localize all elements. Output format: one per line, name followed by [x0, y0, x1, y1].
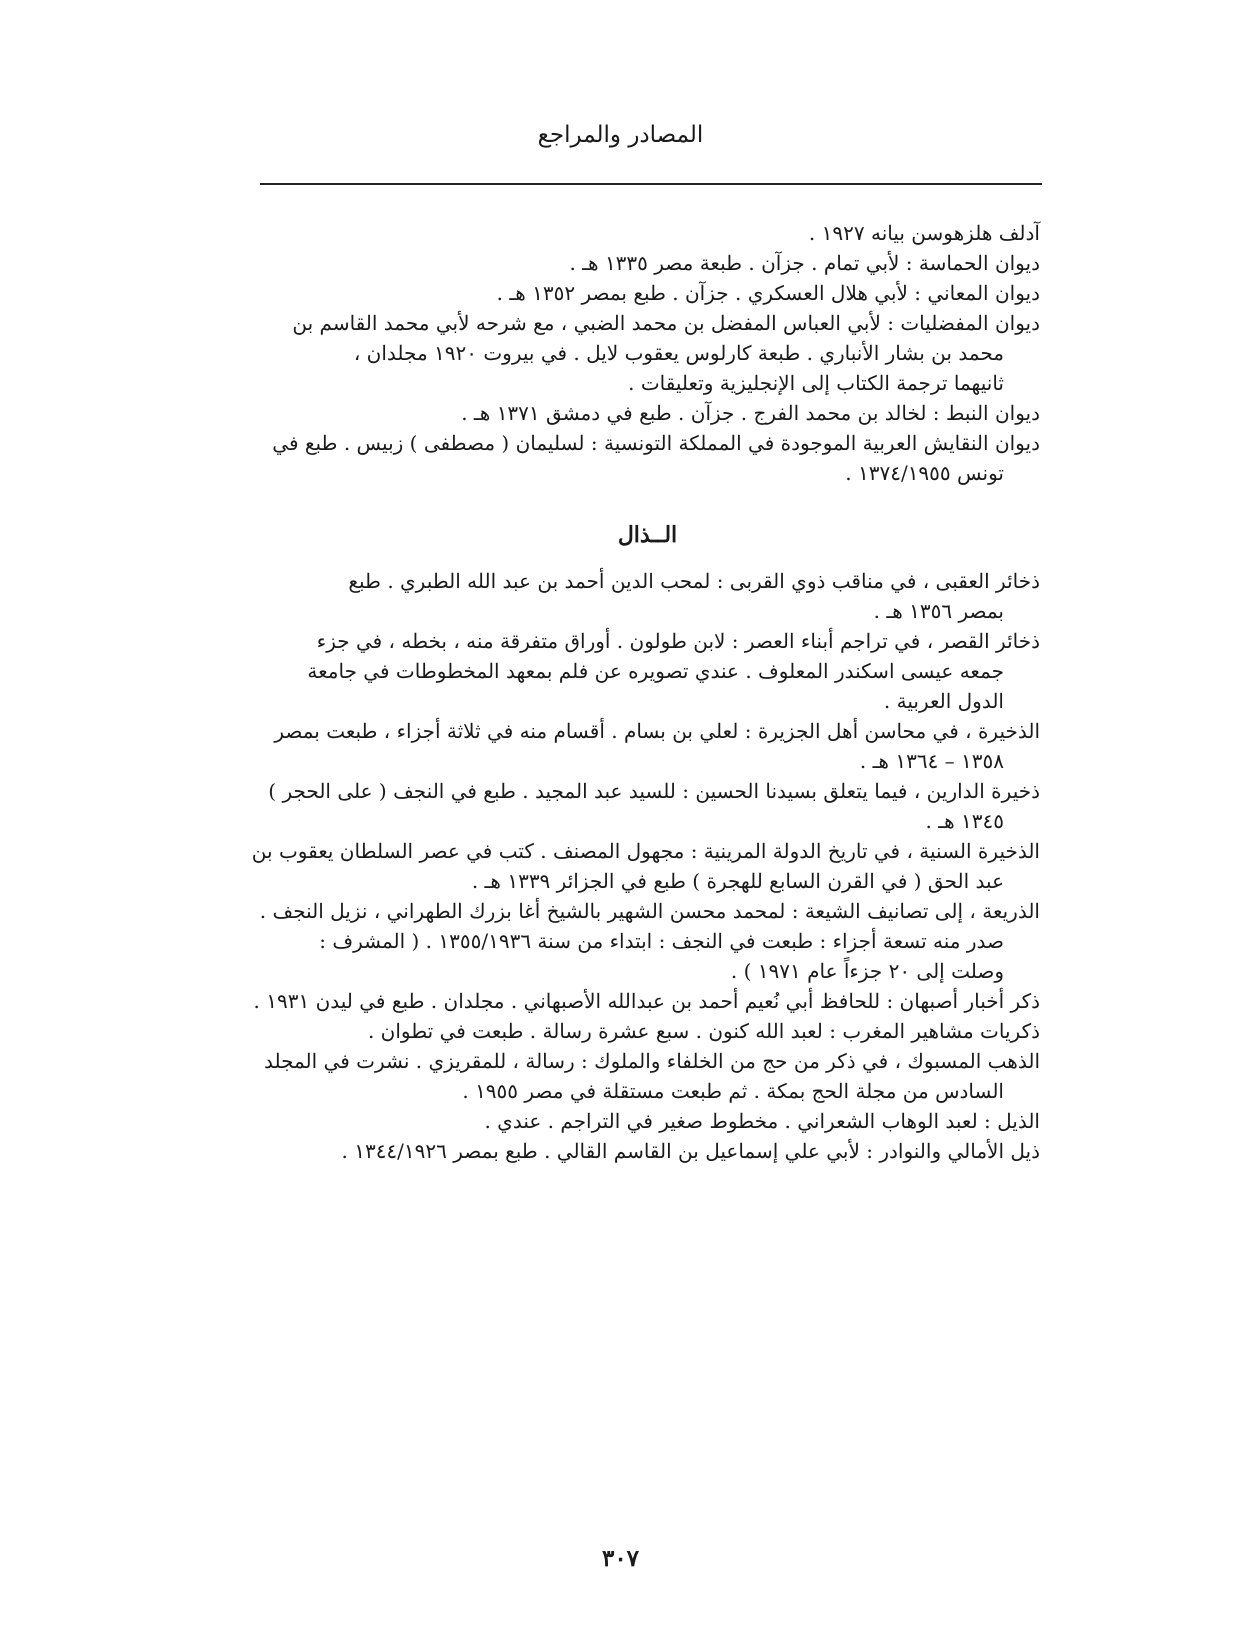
page-number: ٣٠٧ — [601, 1545, 640, 1572]
entry-continuation-line: وصلت إلى ٢٠ جزءاً عام ١٩٧١ ) . — [730, 959, 1004, 983]
bibliography-entry — [255, 896, 1040, 986]
entry-line: ذخائر القصر ، في تراجم أبناء العصر : لابن طولون . أوراق متفرقة منه ، بخطه ، في جزء — [316, 629, 1040, 653]
bibliography-entry — [255, 398, 1040, 428]
section-dal-tail — [255, 218, 1040, 488]
entry-continuation-line: ١٣٥٨ – ١٣٦٤ هـ . — [859, 749, 1004, 773]
bibliography-entry — [255, 278, 1040, 308]
entry-continuation-line: ١٣٤٥ هـ . — [925, 809, 1004, 833]
bibliography-entry — [255, 1016, 1040, 1046]
entry-continuation-line: عبد الحق ( في القرن السابع للهجرة ) طبع في الجزائر ١٣٣٩ هـ . — [471, 869, 1004, 893]
bibliography-entry — [255, 716, 1040, 776]
entry-line: ذكر أخبار أصبهان : للحافظ أبي نُعيم أحمد بن عبدالله الأصبهاني . مجلدان . طبع في ليدن ١٩٣١ . — [253, 989, 1040, 1013]
bibliography-entry — [255, 1046, 1040, 1106]
section-heading-dhal: الــذال — [617, 522, 678, 548]
entry-continuation-line: بمصر ١٣٥٦ هـ . — [873, 599, 1004, 623]
bibliography-entry — [255, 1106, 1040, 1136]
bibliography-entry — [251, 836, 1040, 896]
bibliography-entry — [255, 428, 1040, 488]
entry-continuation-line: صدر منه تسعة أجزاء : طبعت في النجف : ابتداء من سنة ١٣٥٥/١٩٣٦ . ( المشرف : — [319, 929, 1004, 953]
entry-line: ذيل الأمالي والنوادر : لأبي علي إسماعيل بن القاسم القالي . طبع بمصر ١٣٤٤/١٩٢٦ . — [341, 1139, 1040, 1163]
entry-line: ذكريات مشاهير المغرب : لعبد الله كنون . سبع عشرة رسالة . طبعت في تطوان . — [367, 1019, 1040, 1043]
bibliography-entry — [255, 986, 1040, 1016]
section-dhal-entries — [251, 566, 1040, 1166]
entry-continuation-line: الدول العربية . — [883, 689, 1004, 713]
bibliography-entry — [255, 776, 1040, 836]
entry-continuation-line: ثانيهما ترجمة الكتاب إلى الإنجليزية وتعليقات . — [628, 371, 1004, 395]
entry-line: الذهب المسبوك ، في ذكر من حج من الخلفاء والملوك : رسالة ، للمقريزي . نشرت في المجلد — [263, 1049, 1040, 1073]
entry-continuation-line: السادس من مجلة الحج بمكة . ثم طبعت مستقلة في مصر ١٩٥٥ . — [462, 1079, 1004, 1103]
bibliography-entry — [255, 308, 1040, 398]
bibliography-entry — [255, 1136, 1040, 1166]
entry-continuation-line: محمد بن بشار الأنباري . طبعة كارلوس يعقوب لايل . في بيروت ١٩٢٠ مجلدان ، — [353, 341, 1004, 365]
entry-line: آدلف هلزهوسن بيانه ١٩٢٧ . — [808, 221, 1040, 245]
entry-line: ذخائر العقبى ، في مناقب ذوي القربى : لمحب الدين أحمد بن عبد الله الطبري . طبع — [348, 569, 1040, 593]
entry-line: ديوان النبط : لخالد بن محمد الفرج . جزآن . طبع في دمشق ١٣٧١ هـ . — [461, 401, 1040, 425]
entry-line: الذخيرة السنية ، في تاريخ الدولة المرينية : مجهول المصنف . كتب في عصر السلطان يعقوب بن — [251, 839, 1040, 863]
entry-continuation-line: تونس ١٣٧٤/١٩٥٥ . — [845, 461, 1004, 485]
bibliography-entry — [255, 626, 1040, 716]
entry-line: ذخيرة الدارين ، فيما يتعلق بسيدنا الحسين : للسيد عبد المجيد . طبع في النجف ( على الحجر ) — [268, 779, 1040, 803]
entry-line: الذخيرة ، في محاسن أهل الجزيرة : لعلي بن بسام . أقسام منه في ثلاثة أجزاء ، طبعت بمصر — [274, 719, 1040, 743]
header-rule — [260, 183, 1042, 185]
running-head-title: المصادر والمراجع — [537, 122, 704, 148]
bibliography-entry — [255, 566, 1040, 626]
entry-line: ديوان المفضليات : لأبي العباس المفضل بن محمد الضبي ، مع شرحه لأبي محمد القاسم بن — [292, 311, 1040, 335]
bibliography-entry — [255, 248, 1040, 278]
entry-continuation-line: جمعه عيسى اسكندر المعلوف . عندي تصويره عن فلم بمعهد المخطوطات في جامعة — [307, 659, 1004, 683]
entry-line: ديوان الحماسة : لأبي تمام . جزآن . طبعة مصر ١٣٣٥ هـ . — [569, 251, 1040, 275]
entry-line: ديوان المعاني : لأبي هلال العسكري . جزآن . طبع بمصر ١٣٥٢ هـ . — [496, 281, 1040, 305]
entry-line: الذيل : لعبد الوهاب الشعراني . مخطوط صغير في التراجم . عندي . — [484, 1109, 1040, 1133]
entry-line: ديوان النقايش العربية الموجودة في المملكة التونسية : لسليمان ( مصطفى ) زبيس . طبع في — [272, 431, 1040, 455]
entry-line: الذريعة ، إلى تصانيف الشيعة : لمحمد محسن الشهير بالشيخ أغا بزرك الطهراني ، نزيل النجف . — [259, 899, 1040, 923]
bibliography-entry — [255, 218, 1040, 248]
bibliography-content — [251, 218, 1040, 1166]
